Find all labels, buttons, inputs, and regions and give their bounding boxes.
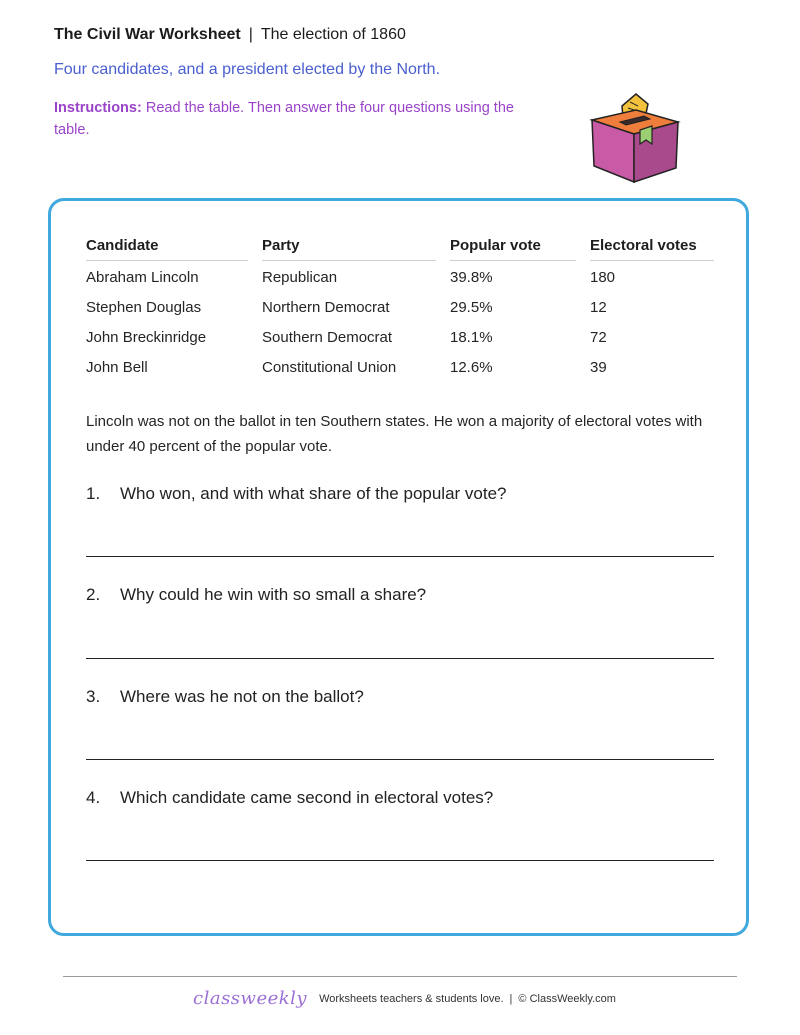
classweekly-logo: classweekly xyxy=(193,988,308,1009)
question-4 xyxy=(86,788,493,808)
answer-line-2[interactable] xyxy=(86,658,714,659)
table-row xyxy=(86,261,714,291)
cell-candidate: John Breckinridge xyxy=(86,329,207,346)
worksheet-topic: The election of 1860 xyxy=(260,26,406,43)
column-header-electoral-votes: Electoral votes xyxy=(590,233,714,261)
column-header-candidate: Candidate xyxy=(86,233,248,261)
question-number: 3. xyxy=(86,687,101,706)
cell-party: Southern Democrat xyxy=(262,329,393,346)
cell-electoral-votes: 180 xyxy=(590,269,616,286)
question-number: 2. xyxy=(86,585,101,604)
question-1 xyxy=(86,484,507,504)
cell-party: Northern Democrat xyxy=(262,299,390,316)
question-number: 4. xyxy=(86,788,101,807)
worksheet-subtitle: Four candidates, and a president elected by the North. xyxy=(54,61,441,78)
worksheet-header xyxy=(54,26,406,44)
question-3 xyxy=(86,687,364,707)
cell-candidate: Abraham Lincoln xyxy=(86,269,199,286)
footer-copyright: © ClassWeekly.com xyxy=(518,992,616,1005)
cell-candidate: Stephen Douglas xyxy=(86,299,202,316)
instructions xyxy=(54,97,534,141)
table-row xyxy=(86,351,714,381)
question-text: Who won, and with what share of the popular vote? xyxy=(120,484,507,503)
question-2 xyxy=(86,585,426,605)
worksheet-title: The Civil War Worksheet xyxy=(54,26,241,43)
cell-electoral-votes: 12 xyxy=(590,299,607,316)
table-header-row xyxy=(86,233,714,261)
answer-line-1[interactable] xyxy=(86,556,714,557)
instructions-lead: Instructions: xyxy=(54,100,142,116)
header-separator: | xyxy=(248,26,253,43)
table-row xyxy=(86,291,714,321)
question-number: 1. xyxy=(86,484,101,503)
footer-tagline: Worksheets teachers & students love. xyxy=(319,992,504,1005)
answer-line-3[interactable] xyxy=(86,759,714,760)
cell-candidate: John Bell xyxy=(86,359,148,376)
column-header-party: Party xyxy=(262,233,436,261)
question-text: Where was he not on the ballot? xyxy=(120,687,364,706)
table-row xyxy=(86,321,714,351)
context-note: Lincoln was not on the ballot in ten Southern states. He won a majority of electoral votes with under 40 percent of the popular vote. xyxy=(86,413,703,455)
cell-popular-vote: 29.5% xyxy=(450,299,493,316)
cell-electoral-votes: 39 xyxy=(590,359,607,376)
answer-line-4[interactable] xyxy=(86,860,714,861)
cell-popular-vote: 18.1% xyxy=(450,329,493,346)
instructions-text: Read the table. Then answer the four questions using the table. xyxy=(54,100,514,138)
cell-party: Constitutional Union xyxy=(262,359,397,376)
footer-divider xyxy=(63,976,737,977)
footer-separator: | xyxy=(509,992,513,1005)
election-results-table xyxy=(86,233,714,381)
column-header-popular-vote: Popular vote xyxy=(450,233,576,261)
cell-popular-vote: 12.6% xyxy=(450,359,493,376)
cell-popular-vote: 39.8% xyxy=(450,269,493,286)
question-text: Which candidate came second in electoral votes? xyxy=(120,788,494,807)
question-text: Why could he win with so small a share? xyxy=(120,585,427,604)
cell-electoral-votes: 72 xyxy=(590,329,607,346)
ballot-box-icon xyxy=(584,88,684,188)
cell-party: Republican xyxy=(262,269,338,286)
footer xyxy=(193,988,616,1009)
